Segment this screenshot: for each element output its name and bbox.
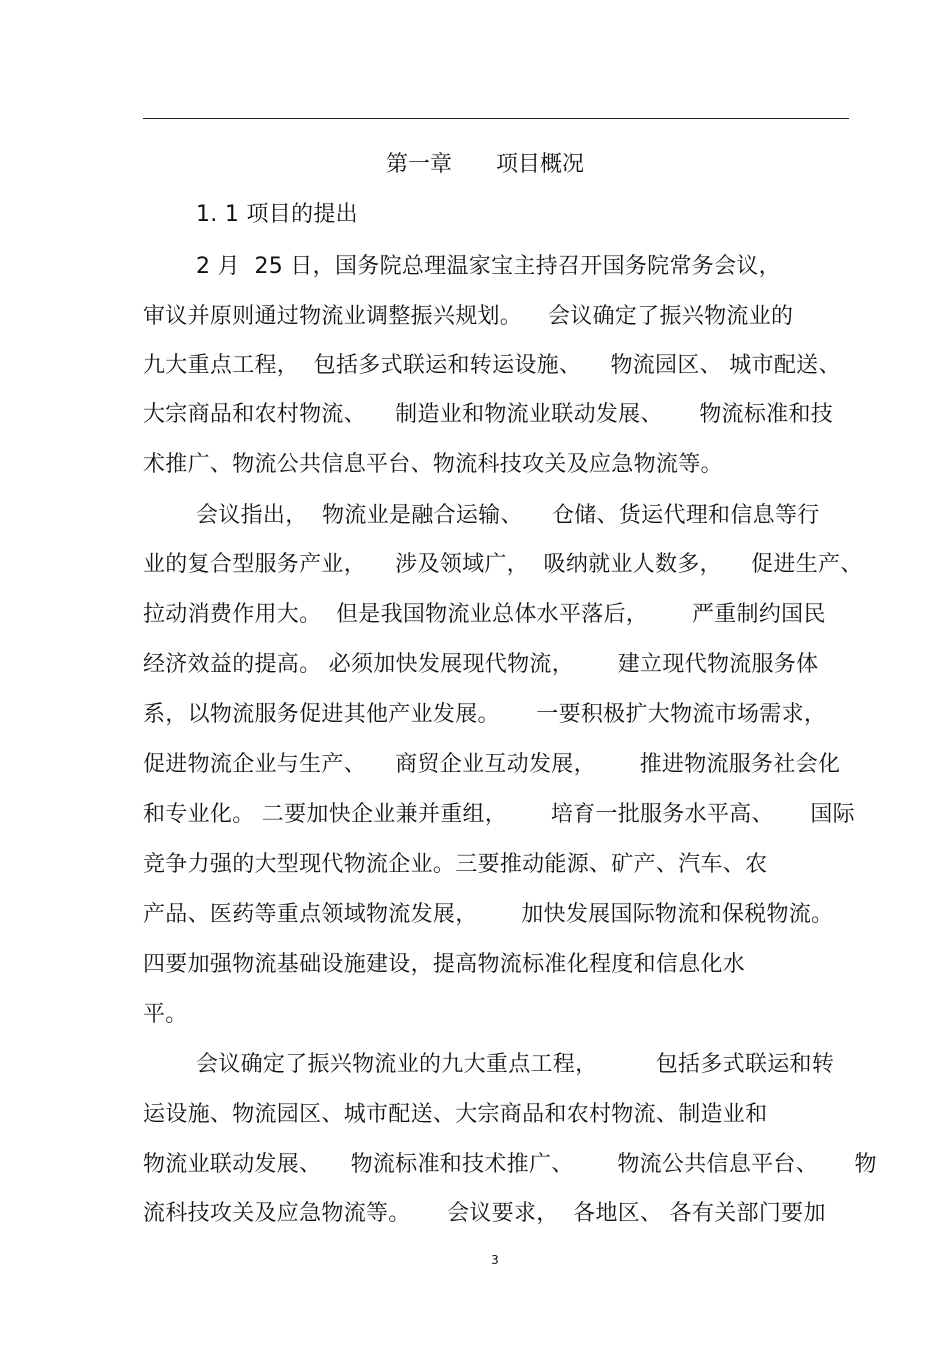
paragraph-line: 产品、医药等重点领域物流发展， 加快发展国际物流和保税物流。 <box>143 902 834 927</box>
paragraph-line: 九大重点工程， 包括多式联运和转运设施、 物流园区、 城市配送、 <box>143 353 841 378</box>
paragraph-line: 会议确定了振兴物流业的九大重点工程， 包括多式联运和转 <box>196 1052 835 1077</box>
chapter-title: 第一章 项目概况 <box>386 152 585 177</box>
paragraph-line: 大宗商品和农村物流、 制造业和物流业联动发展、 物流标准和技 <box>143 402 834 427</box>
header-rule <box>143 118 849 119</box>
paragraph-line: 平。 <box>143 1002 188 1027</box>
page-number: 3 <box>491 1253 499 1267</box>
paragraph-line: 会议指出， 物流业是融合运输、 仓储、货运代理和信息等行 <box>196 503 820 528</box>
paragraph-line: 经济效益的提高。 必须加快发展现代物流， 建立现代物流服务体 <box>143 652 819 677</box>
paragraph-line: 四要加强物流基础设施建设，提高物流标准化程度和信息化水 <box>143 952 746 977</box>
section-heading: 1. 1 项目的提出 <box>196 202 358 227</box>
paragraph-line: 拉动消费作用大。 但是我国物流业总体水平落后， 严重制约国民 <box>143 602 826 627</box>
paragraph-line: 流科技攻关及应急物流等。 会议要求， 各地区、 各有关部门要加 <box>143 1201 826 1226</box>
paragraph-line: 运设施、物流园区、城市配送、大宗商品和农村物流、制造业和 <box>143 1102 768 1127</box>
paragraph-line: 竞争力强的大型现代物流企业。三要推动能源、矿产、汽车、农 <box>143 852 768 877</box>
paragraph-line: 促进物流企业与生产、 商贸企业互动发展， 推进物流服务社会化 <box>143 752 841 777</box>
paragraph-line: 物流业联动发展、 物流标准和技术推广、 物流公共信息平台、 物 <box>143 1152 877 1177</box>
paragraph-line: 术推广、物流公共信息平台、物流科技攻关及应急物流等。 <box>143 452 723 477</box>
paragraph-line: 系，以物流服务促进其他产业发展。 一要积极扩大物流市场需求， <box>143 702 827 727</box>
paragraph-line: 审议并原则通过物流业调整振兴规划。 会议确定了振兴物流业的 <box>143 304 794 329</box>
paragraph-line: 2 月 25 日，国务院总理温家宝主持召开国务院常务会议， <box>196 254 781 279</box>
paragraph-line: 业的复合型服务产业， 涉及领域广， 吸纳就业人数多， 促进生产、 <box>143 552 863 577</box>
paragraph-line: 和专业化。 二要加快企业兼并重组， 培育一批服务水平高、 国际 <box>143 802 855 827</box>
